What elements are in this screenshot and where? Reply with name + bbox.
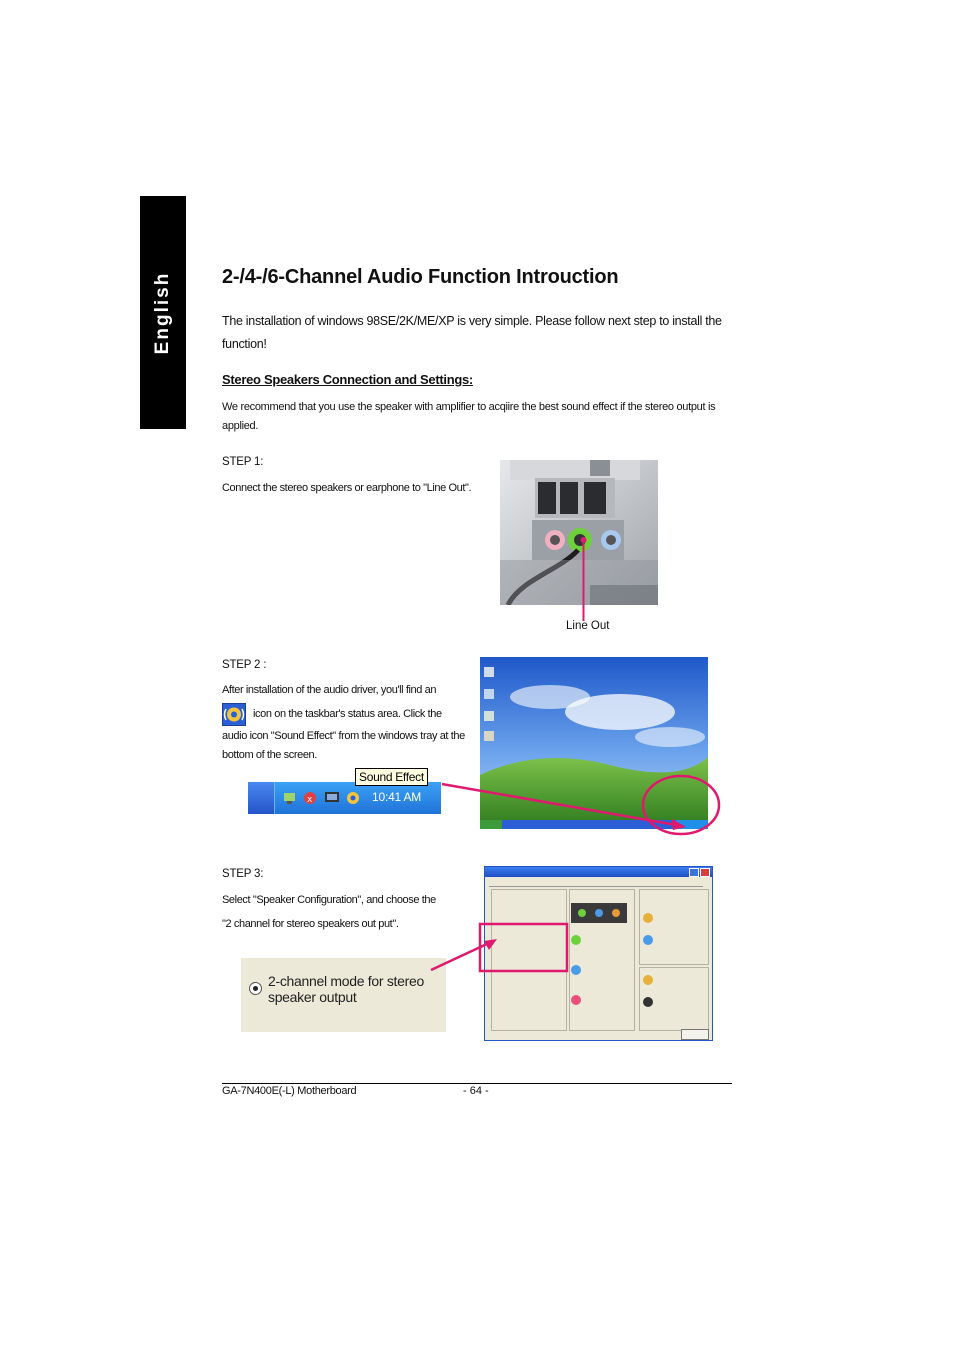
language-side-tab [140,196,186,429]
stereo-paragraph: We recommend that you use the speaker with amplifier to acqiire the best sound effect if the stereo output is applied. [222,401,716,432]
stereo-heading: Stereo Speakers Connection and Settings: [222,372,473,387]
rear-jack-group [639,889,709,965]
step3-text-b: "2 channel for stereo speakers out put". [222,918,399,930]
dialog-titlebar [485,867,712,877]
step2-text-c: audio icon "Sound Effect" from the windows tray at the bottom of the screen. [222,730,465,761]
page-title: 2-/4-/6-Channel Audio Function Introuction [222,266,619,288]
step1-text: Connect the stereo speakers or earphone to "Line Out". [222,482,472,494]
intro-paragraph: The installation of windows 98SE/2K/ME/XP is very simple. Please follow next step to install the function! [222,314,722,351]
side-tab-label: English [152,271,173,354]
step1-title: STEP 1: [222,456,264,468]
footer-page-number: - 64 - [463,1085,489,1097]
tray-sound-effect-icon[interactable] [345,790,361,811]
taskbar-crop [248,766,441,814]
line-out-caption: Line Out [566,620,610,632]
tray-monitor-icon[interactable] [324,790,340,811]
dialog-close-button[interactable] [700,868,710,877]
step3-text-a: Select "Speaker Configuration", and choose the [222,894,436,906]
tray-network-icon[interactable] [282,790,298,811]
stereo-mode-radio[interactable] [249,982,262,995]
speaker-mode-radio-crop [241,958,446,1032]
stereo-mode-label: 2-channel mode for stereo speaker output [268,973,424,1005]
tray-alert-icon[interactable] [302,790,318,811]
step2-text-a: After installation of the audio driver, you'll find an [222,684,437,696]
sound-effect-icon [222,703,246,726]
step2-title: STEP 2 : [222,659,267,671]
tray-clock: 10:41 AM [372,790,422,804]
dialog-tab-strip[interactable] [489,880,703,887]
line-out-pointer [580,537,588,623]
dialog-ok-button[interactable] [681,1029,709,1040]
step3-title: STEP 3: [222,868,264,880]
rear-panel-illustration [500,460,658,605]
footer-model: GA-7N400E(-L) Motherboard [222,1085,357,1097]
footer-rule [222,1083,732,1084]
step2-text-b: icon on the taskbar's status area. Click the [253,708,442,720]
svg-text:x: x [307,795,313,805]
tray-highlight-annotation [440,772,725,838]
dialog-help-button[interactable] [689,868,699,877]
speaker-config-annotation [429,920,569,976]
rear-panel-photo [500,460,658,605]
sound-effect-tooltip: Sound Effect [355,768,428,786]
